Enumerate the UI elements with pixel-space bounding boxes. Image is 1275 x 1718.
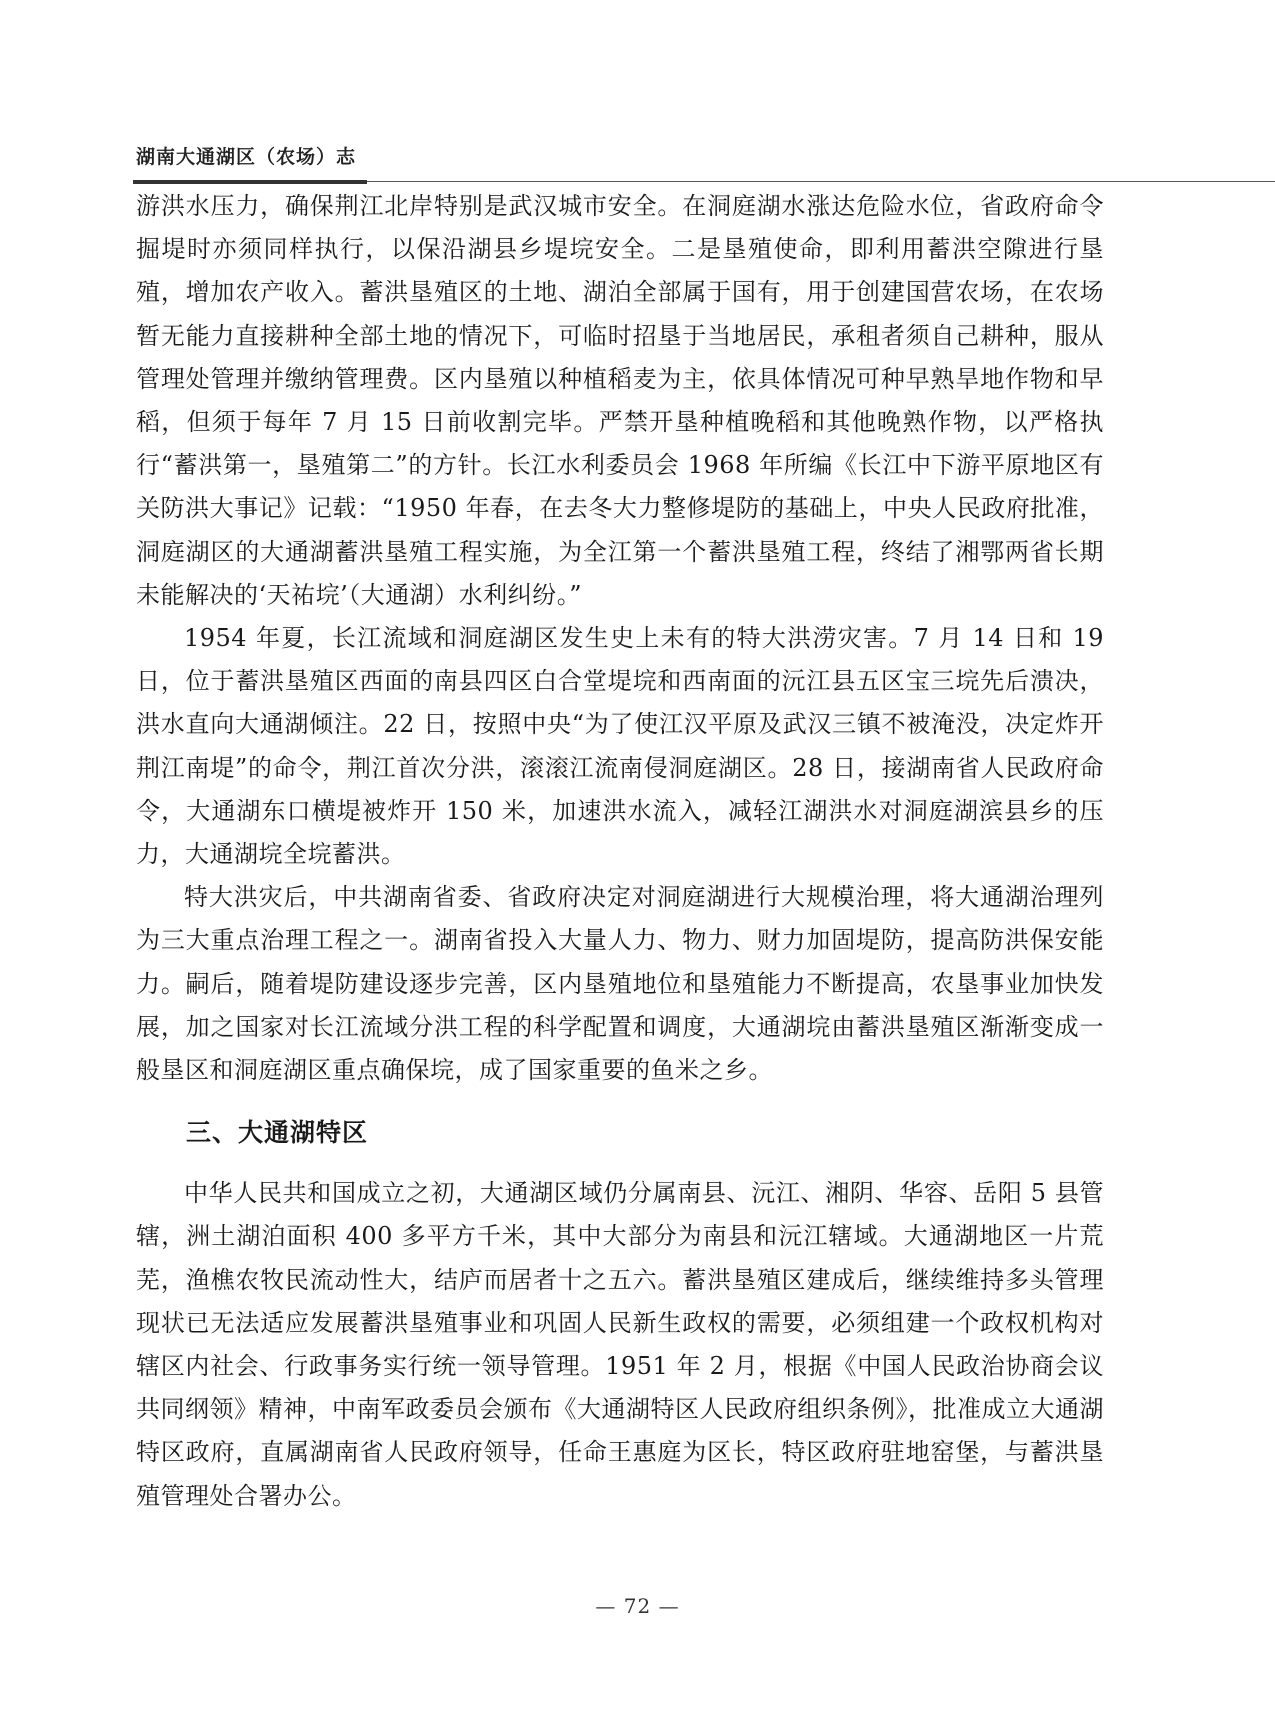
header-rule-thick — [133, 180, 367, 184]
section-heading: 三、大通湖特区 — [186, 1118, 369, 1148]
paragraph-special-district: 中华人民共和国成立之初，大通湖区域仍分属南县、沅江、湘阴、华容、岳阳 5 县管辖，洲土湖泊面积 400 多平方千米，其中大部分为南县和沅江辖域。大通湖地区一片荒芜，渔樵农牧民流动性大，结庐而居者十之五六。蓄洪垦殖区建成后，继续维持多头管理现状已无法适应发展蓄洪垦殖事业和巩固人民新生政权的需要，必须组建一个政权机构对辖区内社会、行政事务实行统一领导管理。1951 年 2 月，根据《中国人民政治协商会议共同纲领》精神，中南军政委员会颁布《大通湖特区人民政府组织条例》，批准成立大通湖特区政府，直属湖南省人民政府领导，任命王惠庭为区长，特区政府驻地窑堡，与蓄洪垦殖管理处合署办公。 — [136, 1179, 1104, 1510]
paragraph-continued: 游洪水压力，确保荆江北岸特别是武汉城市安全。在洞庭湖水涨达危险水位，省政府命令掘堤时亦须同样执行，以保沿湖县乡堤垸安全。二是垦殖使命，即利用蓄洪空隙进行垦殖，增加农产收入。蓄洪垦殖区的土地、湖泊全部属于国有，用于创建国营农场，在农场暂无能力直接耕种全部土地的情况下，可临时招垦于当地居民，承租者须自己耕种，服从管理处管理并缴纳管理费。区内垦殖以种植稻麦为主，依具体情况可种早熟旱地作物和早稻，但须于每年 7 月 15 日前收割完毕。严禁开垦种植晚稻和其他晚熟作物，以严格执行“蓄洪第一，垦殖第二”的方针。长江水利委员会 1968 年所编《长江中下游平原地区有关防洪大事记》记载：“1950 年春，在去冬大力整修堤防的基础上，中央人民政府批准，洞庭湖区的大通湖蓄洪垦殖工程实施，为全江第一个蓄洪垦殖工程，终结了湘鄂两省长期未能解决的‘天祐垸’（大通湖）水利纠纷。” — [136, 192, 1104, 609]
running-header-title: 湖南大通湖区（农场）志 — [136, 146, 357, 168]
paragraph-flood-aftermath: 特大洪灾后，中共湖南省委、省政府决定对洞庭湖进行大规模治理，将大通湖治理列为三大重点治理工程之一。湖南省投入大量人力、物力、财力加固堤防，提高防洪保安能力。嗣后，随着堤防建设逐步完善，区内垦殖地位和垦殖能力不断提高，农垦事业加快发展，加之国家对长江流域分洪工程的科学配置和调度，大通湖垸由蓄洪垦殖区渐渐变成一般垦区和洞庭湖区重点确保垸，成了国家重要的鱼米之乡。 — [136, 883, 1104, 1085]
header-rule-thin — [367, 181, 1275, 182]
body-text — [136, 185, 1104, 1518]
page-number: — 72 — — [595, 1594, 680, 1618]
paragraph-1954-flood: 1954 年夏，长江流域和洞庭湖区发生史上未有的特大洪涝灾害。7 月 14 日和 19 日，位于蓄洪垦殖区西面的南县四区白合堂堤垸和西南面的沅江县五区宝三垸先后溃决，洪水直向大通湖倾注。22 日，按照中央“为了使江汉平原及武汉三镇不被淹没，决定炸开荆江南堤”的命令，荆江首次分洪，滚滚江流南侵洞庭湖区。28 日，接湖南省人民政府命令，大通湖东口横堤被炸开 150 米，加速洪水流入，减轻江湖洪水对洞庭湖滨县乡的压力，大通湖垸全垸蓄洪。 — [136, 624, 1104, 869]
